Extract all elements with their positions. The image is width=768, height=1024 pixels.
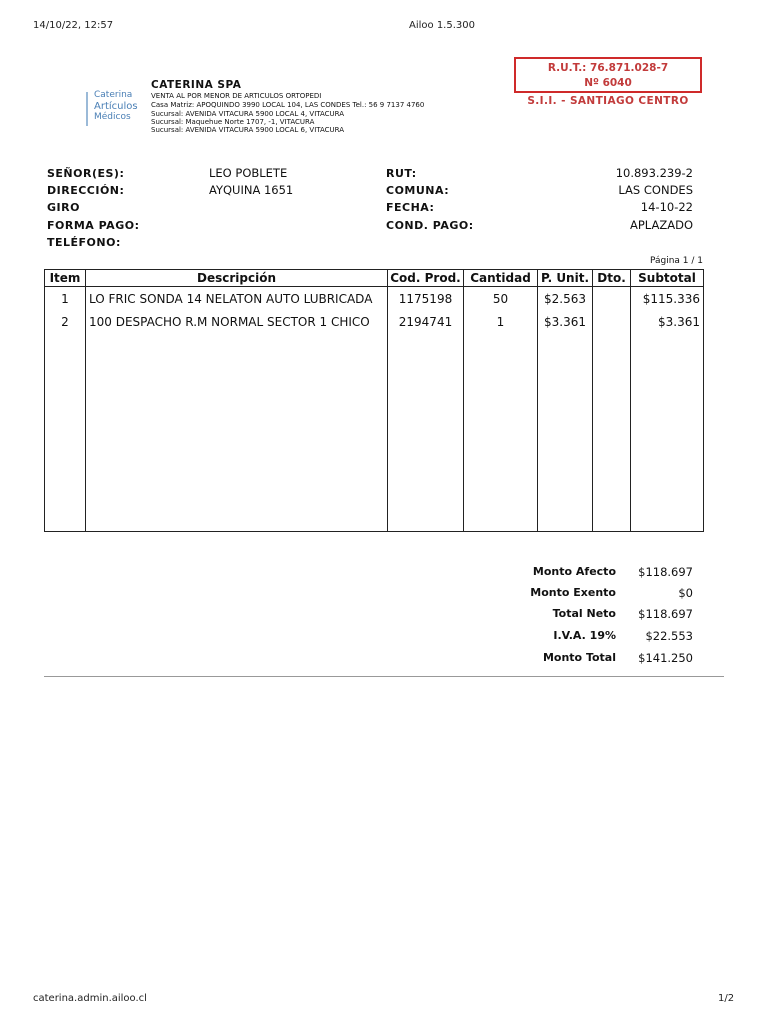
col-header-dto: Dto. bbox=[593, 270, 631, 287]
print-app-title: Ailoo 1.5.300 bbox=[409, 20, 475, 31]
monto-total-value: $141.250 bbox=[638, 651, 693, 665]
col-header-item: Item bbox=[45, 270, 86, 287]
fecha-label: FECHA: bbox=[386, 201, 435, 214]
comuna-label: COMUNA: bbox=[386, 184, 450, 197]
total-neto-value: $118.697 bbox=[638, 607, 693, 621]
cell-dto bbox=[593, 287, 631, 311]
sii-office: S.I.I. - SANTIAGO CENTRO bbox=[527, 95, 689, 107]
cell-item: 1 bbox=[45, 287, 86, 311]
logo-line-1: Caterina bbox=[94, 90, 133, 100]
company-branch-1: Sucursal: AVENIDA VITACURA 5900 LOCAL 4, VITACURA bbox=[151, 110, 345, 118]
col-header-cod-prod: Cod. Prod. bbox=[388, 270, 464, 287]
company-address-main: Casa Matriz: APOQUINDO 3990 LOCAL 104, LAS CONDES Tel.: 56 9 7137 4760 bbox=[151, 101, 425, 109]
logo-line-3: Médicos bbox=[94, 112, 131, 122]
cell-descripcion: LO FRIC SONDA 14 NELATON AUTO LUBRICADA bbox=[86, 287, 388, 311]
direccion-label: DIRECCIÓN: bbox=[47, 184, 125, 197]
cond-pago-value: APLAZADO bbox=[630, 218, 693, 232]
print-datetime: 14/10/22, 12:57 bbox=[33, 20, 114, 31]
comuna-value: LAS CONDES bbox=[618, 183, 693, 197]
cell-dto bbox=[593, 310, 631, 333]
senores-value: LEO POBLETE bbox=[209, 166, 288, 180]
totals-divider bbox=[44, 676, 724, 677]
table-header-row bbox=[45, 270, 704, 287]
company-rut: R.U.T.: 76.871.028-7 bbox=[547, 62, 669, 74]
page-indicator: Página 1 / 1 bbox=[649, 256, 703, 266]
cell-p-unit: $2.563 bbox=[538, 287, 593, 311]
col-header-cantidad: Cantidad bbox=[464, 270, 538, 287]
rut-value: 10.893.239-2 bbox=[615, 166, 693, 180]
cell-subtotal: $3.361 bbox=[631, 310, 704, 333]
rut-box bbox=[514, 57, 702, 93]
logo-bar bbox=[86, 92, 88, 126]
company-branch-2: Sucursal: Maquehue Norte 1707, -1, VITACURA bbox=[151, 118, 315, 126]
items-table bbox=[44, 269, 704, 532]
monto-exento-label: Monto Exento bbox=[530, 586, 616, 599]
giro-label: GIRO bbox=[47, 201, 80, 214]
forma-pago-label: FORMA PAGO: bbox=[47, 219, 140, 232]
cell-cantidad: 1 bbox=[464, 310, 538, 333]
monto-exento-value: $0 bbox=[678, 586, 693, 600]
fecha-value: 14-10-22 bbox=[640, 200, 693, 214]
monto-afecto-value: $118.697 bbox=[638, 565, 693, 579]
cell-subtotal: $115.336 bbox=[631, 287, 704, 311]
company-logo bbox=[94, 90, 144, 123]
monto-total-label: Monto Total bbox=[542, 651, 616, 664]
logo-line-2: Artículos bbox=[94, 101, 138, 112]
table-row bbox=[45, 310, 704, 333]
telefono-label: TELÉFONO: bbox=[47, 236, 121, 249]
table-empty-area bbox=[45, 333, 704, 532]
print-footer-page: 1/2 bbox=[718, 993, 735, 1004]
rut-label: RUT: bbox=[386, 167, 417, 180]
cell-p-unit: $3.361 bbox=[538, 310, 593, 333]
senores-label: SEÑOR(ES): bbox=[47, 167, 125, 180]
print-footer-url: caterina.admin.ailoo.cl bbox=[33, 993, 147, 1004]
cell-cantidad: 50 bbox=[464, 287, 538, 311]
monto-afecto-label: Monto Afecto bbox=[532, 565, 616, 578]
total-neto-label: Total Neto bbox=[552, 607, 616, 620]
company-branch-3: Sucursal: AVENIDA VITACURA 5900 LOCAL 6, VITACURA bbox=[151, 126, 345, 134]
cell-item: 2 bbox=[45, 310, 86, 333]
cell-descripcion: 100 DESPACHO R.M NORMAL SECTOR 1 CHICO bbox=[86, 310, 388, 333]
company-name: CATERINA SPA bbox=[151, 79, 242, 91]
document-number: Nº 6040 bbox=[584, 77, 632, 89]
col-header-subtotal: Subtotal bbox=[631, 270, 704, 287]
table-row bbox=[45, 287, 704, 311]
cond-pago-label: COND. PAGO: bbox=[386, 219, 474, 232]
company-activity: VENTA AL POR MENOR DE ARTICULOS ORTOPEDI bbox=[151, 92, 322, 100]
direccion-value: AYQUINA 1651 bbox=[209, 183, 294, 197]
cell-cod-prod: 2194741 bbox=[388, 310, 464, 333]
col-header-descripcion: Descripción bbox=[86, 270, 388, 287]
iva-label: I.V.A. 19% bbox=[553, 629, 616, 642]
iva-value: $22.553 bbox=[645, 629, 693, 643]
cell-cod-prod: 1175198 bbox=[388, 287, 464, 311]
col-header-p-unit: P. Unit. bbox=[538, 270, 593, 287]
